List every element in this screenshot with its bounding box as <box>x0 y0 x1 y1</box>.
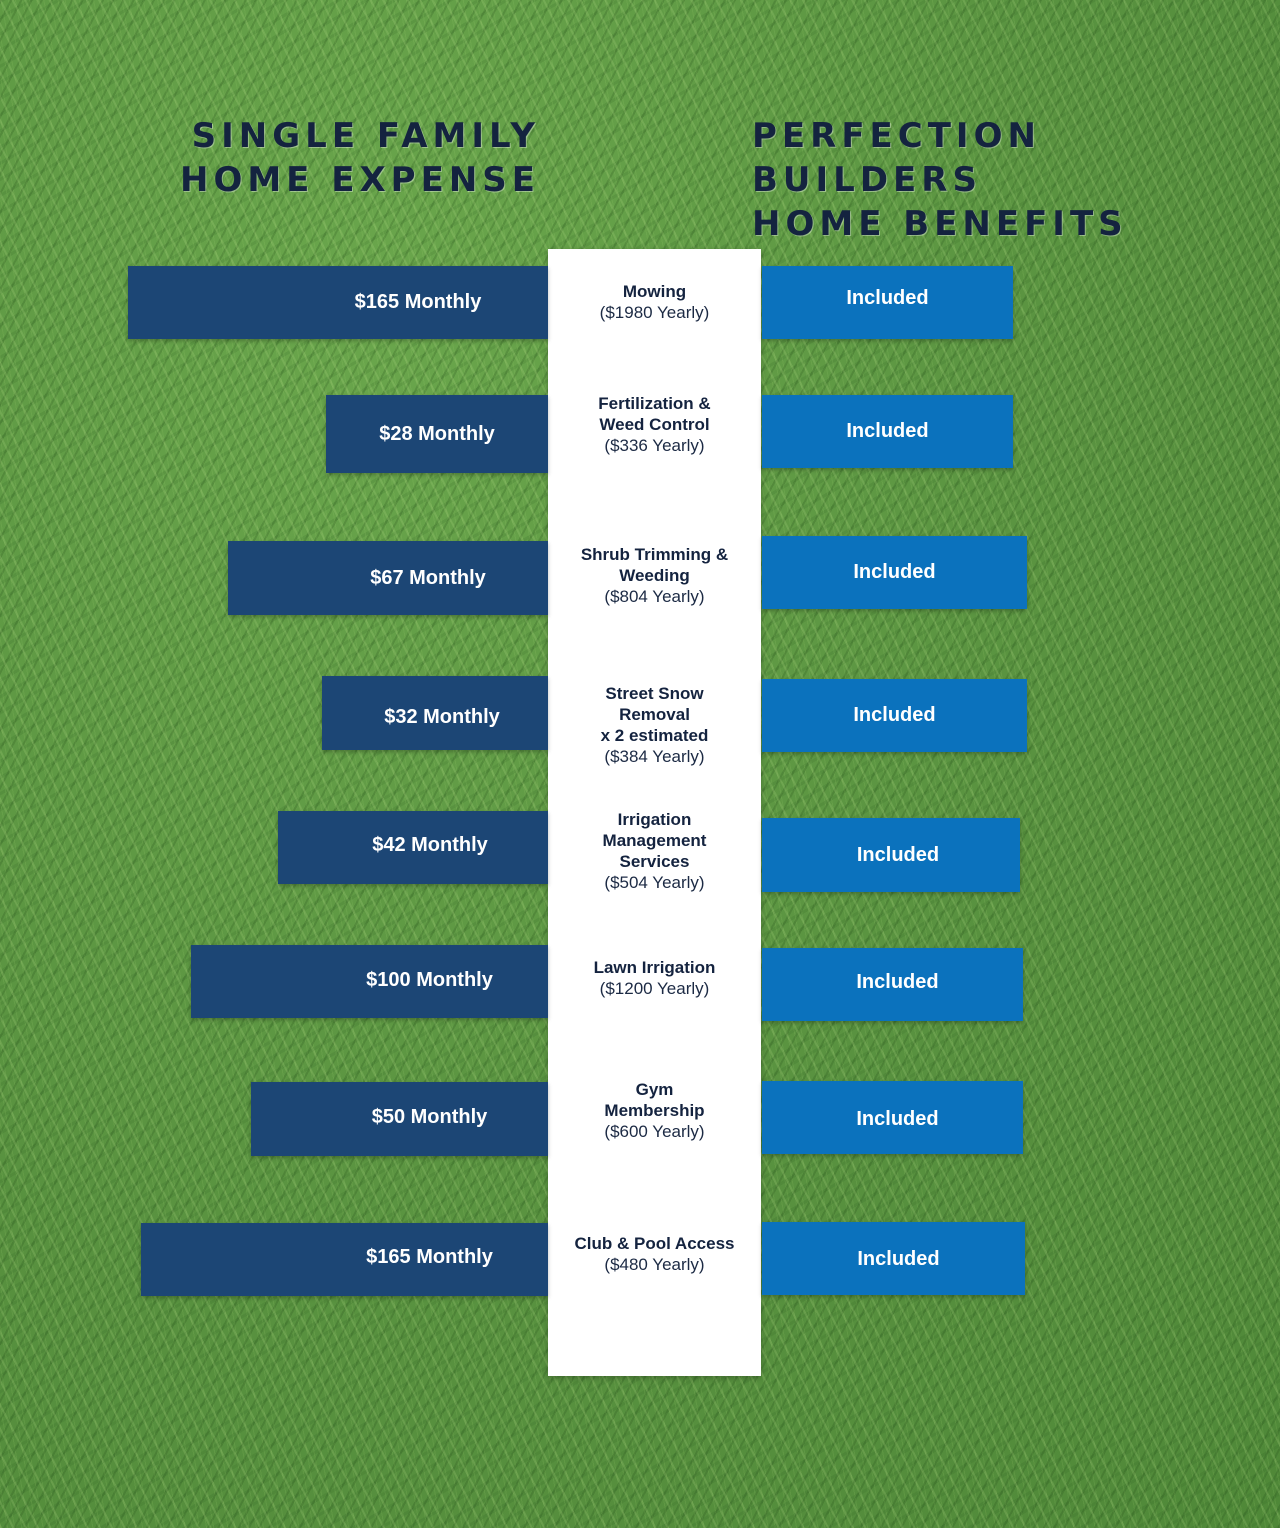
service-yearly: ($384 Yearly) <box>604 747 705 766</box>
service-label-mowing <box>548 281 761 323</box>
benefit-bar-fertilization <box>762 395 1013 468</box>
heading-perfection-builders-home-benefits <box>752 114 1280 246</box>
service-name: Shrub Trimming & Weeding <box>580 545 729 585</box>
expense-monthly: $28 Monthly <box>379 422 495 445</box>
heading-single-family-home-expense <box>180 114 540 202</box>
service-name: Fertilization & Weed Control <box>598 394 711 434</box>
service-name: Lawn Irrigation <box>593 958 716 977</box>
benefit-bar-mowing <box>762 266 1013 339</box>
heading-line: SINGLE FAMILY <box>191 116 540 156</box>
expense-bar-irrigation-management <box>278 811 548 884</box>
service-yearly: ($1980 Yearly) <box>599 303 710 322</box>
service-label-fertilization <box>548 393 761 456</box>
service-name: Club & Pool Access <box>574 1234 735 1253</box>
benefit-bar-club-pool-access <box>762 1222 1025 1295</box>
benefit-bar-gym-membership <box>762 1081 1023 1154</box>
benefit-status: Included <box>857 1248 940 1270</box>
expense-monthly: $165 Monthly <box>366 1246 493 1268</box>
benefit-status: Included <box>856 843 940 866</box>
service-label-snow-removal <box>548 683 761 767</box>
service-name: Irrigation Management Services <box>602 810 707 871</box>
expense-bar-fertilization <box>326 395 548 473</box>
service-label-irrigation-management <box>548 809 761 893</box>
benefit-status: Included <box>853 561 936 583</box>
service-yearly: ($336 Yearly) <box>604 436 705 455</box>
expense-bar-shrub-trimming <box>228 541 548 615</box>
benefit-status: Included <box>846 287 929 309</box>
heading-line: HOME BENEFITS <box>752 204 1128 244</box>
service-label-shrub-trimming <box>548 544 761 607</box>
expense-bar-mowing <box>128 266 548 339</box>
service-yearly: ($1200 Yearly) <box>599 979 710 998</box>
service-yearly: ($480 Yearly) <box>604 1255 705 1274</box>
expense-monthly: $100 Monthly <box>366 969 493 991</box>
expense-monthly: $165 Monthly <box>354 291 482 313</box>
service-name: Mowing <box>622 282 687 301</box>
expense-bar-club-pool-access <box>141 1223 548 1296</box>
service-label-gym-membership <box>548 1079 761 1142</box>
benefit-status: Included <box>853 704 936 726</box>
expense-bar-gym-membership <box>251 1082 548 1156</box>
heading-line: PERFECTION BUILDERS <box>752 116 1041 200</box>
heading-line: HOME EXPENSE <box>179 160 540 200</box>
benefit-bar-irrigation-management <box>762 818 1020 892</box>
benefit-bar-shrub-trimming <box>762 536 1027 609</box>
service-label-club-pool-access <box>548 1233 761 1275</box>
expense-monthly: $50 Monthly <box>371 1105 488 1128</box>
service-name: Street Snow Removal x 2 estimated <box>600 684 709 745</box>
benefit-bar-lawn-irrigation <box>762 948 1023 1021</box>
service-yearly: ($804 Yearly) <box>604 587 705 606</box>
service-yearly: ($504 Yearly) <box>604 873 705 892</box>
service-label-lawn-irrigation <box>548 957 761 999</box>
expense-bar-snow-removal <box>322 676 548 750</box>
benefit-status: Included <box>856 971 939 993</box>
expense-monthly: $42 Monthly <box>372 834 488 856</box>
expense-monthly: $67 Monthly <box>370 566 486 589</box>
benefit-status: Included <box>846 420 929 442</box>
expense-monthly: $32 Monthly <box>384 705 500 728</box>
service-name: Gym Membership <box>604 1080 705 1120</box>
expense-bar-lawn-irrigation <box>191 945 548 1018</box>
benefit-status: Included <box>856 1108 939 1130</box>
benefit-bar-snow-removal <box>762 679 1027 752</box>
service-yearly: ($600 Yearly) <box>604 1122 705 1141</box>
